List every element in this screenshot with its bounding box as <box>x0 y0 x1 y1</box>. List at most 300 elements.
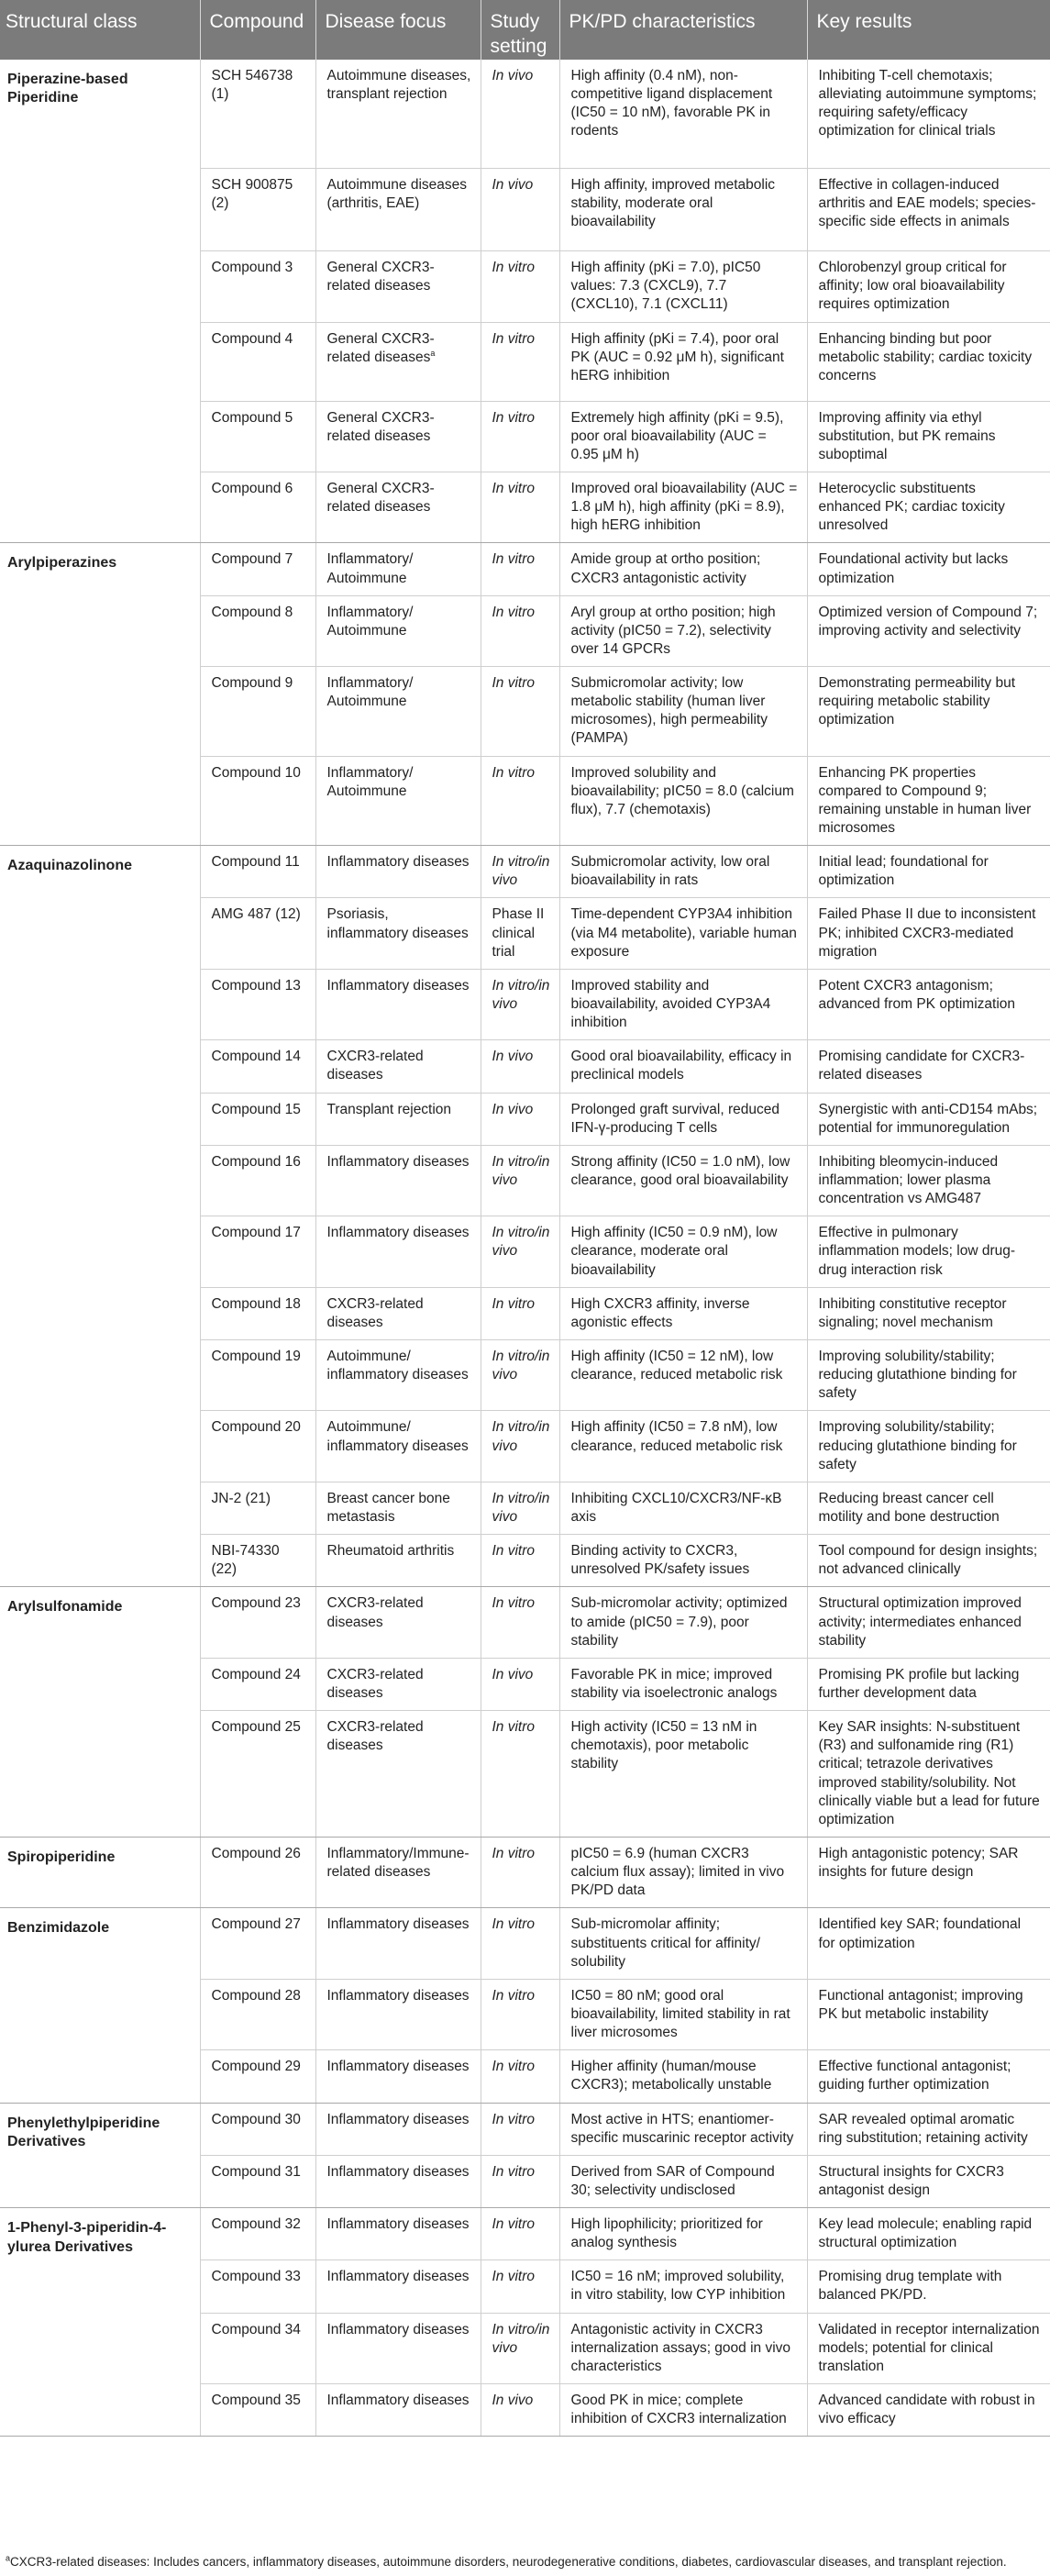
setting-cell <box>481 1482 559 1534</box>
disease-cell <box>315 2313 481 2383</box>
compound-cell <box>200 2050 315 2103</box>
pkpd-cell-text: IC50 = 16 nM; improved solubility, in vitro stability, low CYP inhibition <box>570 2269 786 2304</box>
disease-cell-text: Inflammatory diseases <box>326 1153 470 1170</box>
compound-cell-text: Compound 19 <box>211 1349 301 1364</box>
compound-cell <box>200 251 315 322</box>
setting-cell-text: In vitro <box>492 2269 536 2285</box>
pkpd-cell <box>559 1908 807 1979</box>
compound-cell-text: Compound 10 <box>211 764 301 781</box>
pkpd-cell <box>559 1145 807 1216</box>
results-cell <box>807 1535 1050 1587</box>
setting-cell <box>481 543 559 595</box>
pkpd-cell <box>559 2384 807 2437</box>
setting-cell-text: In vitro <box>492 1987 536 2004</box>
compound-cell <box>200 2155 315 2207</box>
results-cell <box>807 169 1050 251</box>
results-cell <box>807 1040 1050 1093</box>
compound-cell <box>200 1340 315 1411</box>
pkpd-cell <box>559 543 807 595</box>
pkpd-cell-text: High CXCR3 affinity, inverse agonistic effects <box>570 1295 750 1330</box>
results-cell <box>807 472 1050 542</box>
pkpd-cell-text: Submicromolar activity, low oral bioavailability in rats <box>570 854 770 889</box>
pkpd-cell-text: Time-dependent CYP3A4 inhibition (via M4 metabolite), variable human exposure <box>570 906 797 960</box>
setting-cell-text: In vivo <box>492 1049 534 1065</box>
setting-cell <box>481 1908 559 1979</box>
table-row <box>0 1837 1050 1907</box>
disease-cell-text: CXCR3-related diseases <box>326 1666 424 1701</box>
compound-cell <box>200 322 315 401</box>
compound-cell-text: Compound 20 <box>211 1419 301 1436</box>
disease-cell-text: Inflammatory diseases <box>326 1987 470 2004</box>
pkpd-cell <box>559 1040 807 1093</box>
table-row <box>0 846 1050 898</box>
setting-cell <box>481 1837 559 1907</box>
disease-cell-text: Autoimmune/ inflammatory diseases <box>326 1349 469 1383</box>
compound-cell-text: Compound 35 <box>211 2393 301 2409</box>
compound-cell <box>200 1587 315 1658</box>
disease-cell <box>315 2050 481 2103</box>
disease-cell-text: Inflammatory/ Autoimmune <box>326 675 414 710</box>
footnote-marker-ref: a <box>430 348 436 358</box>
setting-cell <box>481 2260 559 2313</box>
compound-cell-text: Compound 27 <box>211 1916 301 1933</box>
setting-cell <box>481 1711 559 1838</box>
results-cell <box>807 322 1050 401</box>
header-structural-class: Structural class <box>0 0 200 60</box>
pkpd-cell-text: High activity (IC50 = 13 nM in chemotaxis), poor metabolic stability <box>570 1719 757 1772</box>
setting-cell-text: In vitro <box>492 1845 536 1861</box>
compound-cell <box>200 1711 315 1838</box>
pkpd-cell <box>559 1979 807 2049</box>
setting-cell <box>481 1145 559 1216</box>
disease-cell <box>315 1711 481 1838</box>
compound-cell <box>200 667 315 757</box>
compound-cell-text: Compound 8 <box>211 604 293 620</box>
disease-cell-text: Inflammatory/ Autoimmune <box>326 551 414 586</box>
disease-cell-text: CXCR3-related diseases <box>326 1295 424 1330</box>
results-cell-text: SAR revealed optimal aromatic ring substitution; retaining activity <box>818 2111 1028 2146</box>
setting-cell-text: In vitro/in vivo <box>492 1349 550 1383</box>
pkpd-cell-text: Good oral bioavailability, efficacy in preclinical models <box>570 1049 792 1083</box>
disease-cell <box>315 1040 481 1093</box>
table-row <box>0 2208 1050 2260</box>
disease-cell <box>315 1658 481 1710</box>
disease-cell <box>315 1908 481 1979</box>
pkpd-cell-text: High lipophilicity; prioritized for analog synthesis <box>570 2216 763 2251</box>
compound-cell-text: Compound 7 <box>211 551 293 568</box>
results-cell-text: Effective in collagen-induced arthritis and EAE models; species-specific side effects in animals <box>818 177 1036 230</box>
pkpd-cell-text: IC50 = 80 nM; good oral bioavailability, limited stability in rat liver microsomes <box>570 1987 790 2041</box>
compound-cell-text: Compound 30 <box>211 2111 301 2127</box>
setting-cell-text: In vitro/in vivo <box>492 1419 550 1454</box>
results-cell-text: Improving solubility/stability; reducing glutathione binding for safety <box>818 1349 1017 1402</box>
setting-cell <box>481 756 559 846</box>
results-cell-text: Potent CXCR3 antagonism; advanced from PK optimization <box>818 977 1016 1013</box>
pkpd-cell-text: Improved oral bioavailability (AUC = 1.8 μM h), high affinity (pKi = 8.9), high hERG inhibition <box>570 480 798 534</box>
disease-cell <box>315 2103 481 2155</box>
footnote-marker: a <box>6 2553 11 2563</box>
results-cell-text: Advanced candidate with robust in vivo efficacy <box>818 2393 1035 2427</box>
setting-cell <box>481 60 559 169</box>
results-cell <box>807 969 1050 1039</box>
results-cell <box>807 2103 1050 2155</box>
setting-cell-text: In vitro/in vivo <box>492 854 550 889</box>
compound-cell <box>200 169 315 251</box>
compound-cell-text: Compound 23 <box>211 1595 301 1612</box>
compound-cell <box>200 1287 315 1339</box>
disease-cell-text: Inflammatory diseases <box>326 2321 470 2337</box>
setting-cell <box>481 1093 559 1145</box>
compound-cell-text: NBI-74330 (22) <box>211 1543 280 1578</box>
disease-cell <box>315 1411 481 1482</box>
results-cell-text: Chlorobenzyl group critical for affinity; low oral bioavailability requires optimization <box>818 260 1007 313</box>
compound-cell <box>200 60 315 169</box>
pkpd-cell <box>559 1287 807 1339</box>
setting-cell-text: In vitro <box>492 2059 536 2075</box>
results-cell-text: Improving solubility/stability; reducing glutathione binding for safety <box>818 1419 1017 1472</box>
pkpd-cell <box>559 898 807 969</box>
results-cell <box>807 846 1050 898</box>
results-cell <box>807 1216 1050 1287</box>
setting-cell <box>481 1587 559 1658</box>
results-cell-text: Synergistic with anti-CD154 mAbs; potential for immunoregulation <box>818 1101 1038 1136</box>
setting-cell <box>481 2155 559 2207</box>
structural-class-cell: Azaquinazolinone <box>0 846 200 1587</box>
setting-cell <box>481 2050 559 2103</box>
compound-cell <box>200 595 315 666</box>
disease-cell <box>315 1587 481 1658</box>
disease-cell <box>315 1340 481 1411</box>
disease-cell-text: Autoimmune diseases, transplant rejection <box>326 67 471 102</box>
compound-cell <box>200 472 315 542</box>
pkpd-cell-text: High affinity (pKi = 7.4), poor oral PK (AUC = 0.92 μM h), significant hERG inhibition <box>570 330 784 383</box>
structural-class-cell: 1-Phenyl-3-piperidin-4-ylurea Derivatives <box>0 2208 200 2437</box>
setting-cell-text: In vivo <box>492 2393 534 2409</box>
compound-cell <box>200 2208 315 2260</box>
disease-cell-text: Inflammatory diseases <box>326 2163 470 2180</box>
setting-cell-text: In vitro <box>492 1543 536 1560</box>
results-cell <box>807 2313 1050 2383</box>
results-cell <box>807 2155 1050 2207</box>
disease-cell <box>315 898 481 969</box>
pkpd-cell-text: Improved solubility and bioavailability; pIC50 = 8.0 (calcium flux), 7.7 (chemotaxis) <box>570 764 794 817</box>
disease-cell-text: Inflammatory/ Autoimmune <box>326 764 414 799</box>
setting-cell-text: In vitro <box>492 1595 536 1612</box>
pkpd-cell-text: Strong affinity (IC50 = 1.0 nM), low clearance, good oral bioavailability <box>570 1153 790 1189</box>
setting-cell-text: Phase II clinical trial <box>492 906 545 960</box>
pkpd-cell-text: High affinity, improved metabolic stability, moderate oral bioavailability <box>570 177 776 230</box>
disease-cell <box>315 2208 481 2260</box>
compound-cell <box>200 898 315 969</box>
results-cell-text: Enhancing PK properties compared to Compound 9; remaining unstable in human liver microsomes <box>818 764 1032 837</box>
compound-cell-text: Compound 4 <box>211 330 293 347</box>
results-cell <box>807 667 1050 757</box>
setting-cell <box>481 667 559 757</box>
disease-cell-text: General CXCR3-related diseases <box>326 480 435 516</box>
compound-cell-text: Compound 11 <box>211 854 300 871</box>
setting-cell-text: In vitro <box>492 1916 536 1933</box>
pkpd-cell-text: Binding activity to CXCR3, unresolved PK/safety issues <box>570 1543 750 1578</box>
results-cell <box>807 1587 1050 1658</box>
pkpd-cell <box>559 1411 807 1482</box>
structural-class-cell: Phenylethylpiperidine Derivatives <box>0 2103 200 2208</box>
results-cell-text: Enhancing binding but poor metabolic stability; cardiac toxicity concerns <box>818 330 1033 383</box>
setting-cell-text: In vitro <box>492 675 536 692</box>
results-cell <box>807 2260 1050 2313</box>
pkpd-cell <box>559 1216 807 1287</box>
disease-cell-text: Transplant rejection <box>326 1101 452 1117</box>
compound-cell <box>200 1658 315 1710</box>
pkpd-cell <box>559 969 807 1039</box>
setting-cell <box>481 1340 559 1411</box>
pkpd-cell <box>559 1837 807 1907</box>
results-cell-text: Improving affinity via ethyl substitution, but PK remains suboptimal <box>818 409 996 462</box>
compound-cell-text: Compound 31 <box>211 2163 301 2180</box>
header-disease-focus: Disease focus <box>315 0 481 60</box>
disease-cell <box>315 169 481 251</box>
disease-cell <box>315 969 481 1039</box>
disease-cell-text: Inflammatory diseases <box>326 1225 470 1241</box>
setting-cell-text: In vitro <box>492 2216 536 2233</box>
disease-cell <box>315 1145 481 1216</box>
pkpd-cell <box>559 667 807 757</box>
setting-cell-text: In vitro <box>492 260 536 276</box>
disease-cell <box>315 1482 481 1534</box>
results-cell-text: Inhibiting constitutive receptor signaling; novel mechanism <box>818 1295 1007 1330</box>
compound-cell-text: JN-2 (21) <box>211 1490 271 1506</box>
compound-cell-text: AMG 487 (12) <box>211 906 301 923</box>
compound-cell <box>200 401 315 472</box>
setting-cell <box>481 2313 559 2383</box>
header-key-results: Key results <box>807 0 1050 60</box>
compound-cell-text: Compound 34 <box>211 2321 301 2337</box>
results-cell <box>807 401 1050 472</box>
setting-cell-text: In vitro <box>492 1719 536 1736</box>
results-cell-text: Optimized version of Compound 7; improving activity and selectivity <box>818 604 1038 638</box>
disease-cell-text: General CXCR3-related diseases <box>326 409 435 444</box>
footnote <box>6 2555 1007 2569</box>
pkpd-cell <box>559 846 807 898</box>
setting-cell-text: In vitro/in vivo <box>492 1490 550 1525</box>
pkpd-cell <box>559 1587 807 1658</box>
setting-cell <box>481 1287 559 1339</box>
setting-cell-text: In vitro/in vivo <box>492 1153 550 1189</box>
compound-cell-text: Compound 16 <box>211 1153 301 1170</box>
setting-cell-text: In vitro <box>492 604 536 620</box>
structural-class-cell: Arylsulfonamide <box>0 1587 200 1838</box>
disease-cell-text: Autoimmune diseases (arthritis, EAE) <box>326 177 467 212</box>
header-row <box>0 0 1050 60</box>
compound-cell <box>200 969 315 1039</box>
results-cell <box>807 2384 1050 2437</box>
disease-cell-text: Inflammatory diseases <box>326 977 470 994</box>
disease-cell <box>315 595 481 666</box>
structural-class-cell: Benzimidazole <box>0 1908 200 2103</box>
pkpd-cell-text: Sub-micromolar affinity; substituents critical for affinity/ solubility <box>570 1916 760 1970</box>
results-cell <box>807 1837 1050 1907</box>
results-cell-text: Structural insights for CXCR3 antagonist design <box>818 2163 1004 2198</box>
disease-cell <box>315 2260 481 2313</box>
disease-cell-text: Inflammatory diseases <box>326 2059 470 2075</box>
results-cell-text: Effective in pulmonary inflammation models; low drug-drug interaction risk <box>818 1225 1016 1278</box>
results-cell <box>807 1340 1050 1411</box>
pkpd-cell <box>559 1711 807 1838</box>
pkpd-cell <box>559 401 807 472</box>
setting-cell-text: In vivo <box>492 1666 534 1682</box>
results-cell <box>807 1093 1050 1145</box>
compound-cell-text: Compound 25 <box>211 1719 301 1736</box>
results-cell <box>807 1711 1050 1838</box>
disease-cell-text: Inflammatory diseases <box>326 2216 470 2233</box>
disease-cell <box>315 667 481 757</box>
disease-cell-text: CXCR3-related diseases <box>326 1595 424 1630</box>
compound-cell <box>200 756 315 846</box>
setting-cell <box>481 2103 559 2155</box>
disease-cell <box>315 1093 481 1145</box>
results-cell-text: Identified key SAR; foundational for optimization <box>818 1916 1022 1951</box>
compound-cell-text: Compound 14 <box>211 1049 301 1065</box>
compound-cell-text: Compound 32 <box>211 2216 301 2233</box>
disease-cell-text: Inflammatory/Immune-related diseases <box>326 1845 470 1881</box>
results-cell <box>807 1287 1050 1339</box>
disease-cell <box>315 2384 481 2437</box>
results-cell <box>807 1411 1050 1482</box>
results-cell <box>807 1979 1050 2049</box>
results-cell <box>807 898 1050 969</box>
pkpd-cell <box>559 2313 807 2383</box>
pkpd-cell-text: Prolonged graft survival, reduced IFN-γ-producing T cells <box>570 1101 779 1136</box>
disease-cell-text: CXCR3-related diseases <box>326 1719 424 1754</box>
setting-cell <box>481 251 559 322</box>
results-cell-text: Reducing breast cancer cell motility and bone destruction <box>818 1490 1000 1525</box>
results-cell <box>807 1908 1050 1979</box>
results-cell-text: Structural optimization improved activity; intermediates enhanced stability <box>818 1595 1022 1649</box>
compound-cell <box>200 1837 315 1907</box>
disease-cell <box>315 472 481 542</box>
pkpd-cell-text: High affinity (pKi = 7.0), pIC50 values: 7.3 (CXCL9), 7.7 (CXCL10), 7.1 (CXCL11) <box>570 260 761 313</box>
compound-cell <box>200 1040 315 1093</box>
footnote-text: CXCR3-related diseases: Includes cancers, inflammatory diseases, autoimmune disorders, neurodegenerative conditions, diabetes, cardiovascular diseases, and transplant rejection. <box>10 2555 1007 2569</box>
compound-cell-text: Compound 17 <box>211 1225 301 1241</box>
pkpd-cell <box>559 169 807 251</box>
disease-cell-text: CXCR3-related diseases <box>326 1049 424 1083</box>
disease-cell <box>315 1535 481 1587</box>
pkpd-cell <box>559 60 807 169</box>
pkpd-cell-text: Inhibiting CXCL10/CXCR3/NF-κB axis <box>570 1490 782 1525</box>
pkpd-cell <box>559 2208 807 2260</box>
results-cell-text: Tool compound for design insights; not advanced clinically <box>818 1543 1038 1578</box>
setting-cell-text: In vitro <box>492 480 536 496</box>
pkpd-cell-text: High affinity (0.4 nM), non-competitive ligand displacement (IC50 = 10 nM), favorable PK in rodents <box>570 67 773 139</box>
setting-cell <box>481 1979 559 2049</box>
setting-cell <box>481 472 559 542</box>
pkpd-cell-text: Antagonistic activity in CXCR3 internalization assays; good in vivo characteristics <box>570 2321 791 2374</box>
setting-cell <box>481 1040 559 1093</box>
results-cell-text: Effective functional antagonist; guiding further optimization <box>818 2059 1011 2093</box>
compound-cell <box>200 1979 315 2049</box>
results-cell-text: Inhibiting T-cell chemotaxis; alleviating autoimmune symptoms; requiring safety/efficacy optimization for clinical trials <box>818 67 1037 139</box>
pkpd-cell-text: Extremely high affinity (pKi = 9.5), poor oral bioavailability (AUC = 0.95 μM h) <box>570 409 784 462</box>
disease-cell <box>315 251 481 322</box>
pkpd-cell-text: Aryl group at ortho position; high activity (pIC50 = 7.2), selectivity over 14 GPCRs <box>570 604 776 657</box>
disease-cell-text: Psoriasis, inflammatory diseases <box>326 906 469 941</box>
disease-cell-text: Rheumatoid arthritis <box>326 1543 455 1560</box>
compound-cell-text: Compound 6 <box>211 480 293 496</box>
pkpd-cell-text: Favorable PK in mice; improved stability via isoelectronic analogs <box>570 1666 778 1701</box>
disease-cell <box>315 1837 481 1907</box>
pkpd-cell <box>559 2260 807 2313</box>
pkpd-cell-text: Derived from SAR of Compound 30; selectivity undisclosed <box>570 2163 775 2198</box>
compound-cell-text: Compound 3 <box>211 260 293 276</box>
pkpd-cell-text: High affinity (IC50 = 7.8 nM), low clearance, reduced metabolic risk <box>570 1419 783 1454</box>
table-row <box>0 2103 1050 2155</box>
setting-cell-text: In vivo <box>492 67 534 83</box>
setting-cell <box>481 2208 559 2260</box>
disease-cell-text: Inflammatory diseases <box>326 2269 470 2285</box>
pkpd-cell-text: Most active in HTS; enantiomer-specific muscarinic receptor activity <box>570 2111 794 2146</box>
pkpd-cell <box>559 1658 807 1710</box>
setting-cell-text: In vitro <box>492 409 536 426</box>
setting-cell <box>481 169 559 251</box>
results-cell <box>807 60 1050 169</box>
pkpd-cell-text: Higher affinity (human/mouse CXCR3); metabolically unstable <box>570 2059 772 2093</box>
structural-class-cell: Piperazine-based Piperidine <box>0 60 200 543</box>
pkpd-cell-text: Sub-micromolar activity; optimized to amide (pIC50 = 7.9), poor stability <box>570 1595 788 1649</box>
disease-cell-text: Breast cancer bone metastasis <box>326 1490 450 1525</box>
setting-cell <box>481 1535 559 1587</box>
disease-cell <box>315 401 481 472</box>
results-cell <box>807 1145 1050 1216</box>
compound-cell <box>200 2103 315 2155</box>
results-cell-text: Foundational activity but lacks optimization <box>818 551 1009 586</box>
disease-cell <box>315 1287 481 1339</box>
setting-cell <box>481 1658 559 1710</box>
disease-cell-text: Inflammatory diseases <box>326 2111 470 2127</box>
setting-cell-text: In vitro/in vivo <box>492 2321 550 2356</box>
pkpd-cell <box>559 1340 807 1411</box>
compound-cell <box>200 1908 315 1979</box>
results-cell-text: Heterocyclic substituents enhanced PK; cardiac toxicity unresolved <box>818 480 1005 534</box>
setting-cell-text: In vitro <box>492 551 536 568</box>
results-cell-text: Failed Phase II due to inconsistent PK; inhibited CXCR3-mediated migration <box>818 906 1036 960</box>
disease-cell <box>315 543 481 595</box>
pkpd-cell <box>559 1535 807 1587</box>
setting-cell <box>481 1216 559 1287</box>
table-body <box>0 60 1050 2437</box>
structural-class-cell: Spiropiperidine <box>0 1837 200 1907</box>
compound-cell <box>200 1093 315 1145</box>
results-cell <box>807 543 1050 595</box>
table-row <box>0 60 1050 169</box>
setting-cell <box>481 846 559 898</box>
disease-cell-text: Autoimmune/ inflammatory diseases <box>326 1419 469 1454</box>
table-row <box>0 1587 1050 1658</box>
results-cell <box>807 1658 1050 1710</box>
results-cell-text: Key lead molecule; enabling rapid structural optimization <box>818 2216 1033 2251</box>
results-cell-text: High antagonistic potency; SAR insights for future design <box>818 1845 1019 1881</box>
compound-cell <box>200 1482 315 1534</box>
results-cell <box>807 756 1050 846</box>
results-cell-text: Initial lead; foundational for optimization <box>818 854 989 889</box>
results-cell-text: Key SAR insights: N-substituent (R3) and sulfonamide ring (R1) critical; tetrazole derivatives improved stability/solubility. Not clinically viable but a lead for future optimization <box>818 1719 1040 1827</box>
results-cell <box>807 1482 1050 1534</box>
compound-cell <box>200 543 315 595</box>
setting-cell-text: In vivo <box>492 177 534 194</box>
disease-cell-text: Inflammatory diseases <box>326 2393 470 2409</box>
pkpd-cell <box>559 756 807 846</box>
compound-cell-text: Compound 24 <box>211 1666 301 1682</box>
setting-cell <box>481 322 559 401</box>
